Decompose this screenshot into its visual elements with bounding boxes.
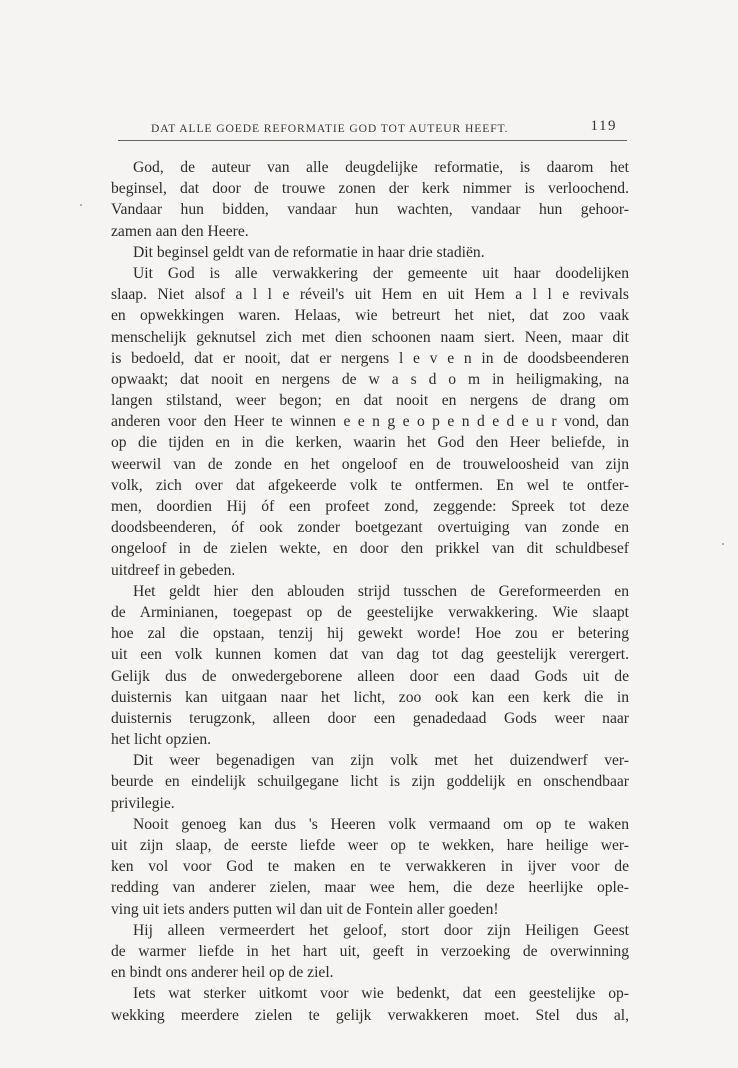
text-line: en opwekkingen waren. Helaas, wie betreurt het niet, dat zoo vaak [111, 307, 629, 325]
page-number: 119 [590, 118, 617, 134]
text-line: uit zijn slaap, de eerste liefde weer op te wekken, hare heilige wer- [111, 837, 629, 854]
paper-speck [722, 543, 724, 545]
text-line: men, doordien Hij óf een profeet zond, zeggende: Spreek tot deze [111, 498, 629, 515]
text-line: uitdreef in gebeden. [111, 561, 236, 579]
text-line: is bedoeld, dat er nooit, dat er nergens l e v e n in de doodsbeenderen [111, 349, 629, 367]
text-line: en bindt ons anderer heil op de ziel. [111, 964, 334, 982]
text-line: redding van anderer zielen, maar wee hem, die deze heerlijke ople- [111, 879, 629, 897]
body-text [111, 157, 629, 1026]
text-line: ongeloof in de zielen wekte, en door den prikkel van dit schuldbesef [111, 540, 629, 558]
text-line: ken vol voor God te maken en te verwakkeren in ijver voor de [111, 858, 629, 876]
text-line: God, de auteur van alle deugdelijke reformatie, is daarom het [133, 159, 629, 176]
text-line: beginsel, dat door de trouwe zonen der kerk nimmer is verloochend. [111, 180, 629, 198]
paper-speck [80, 204, 82, 206]
text-line: duisternis terugzonk, alleen door een genadedaad Gods weer naar [111, 709, 629, 727]
text-line: ving uit iets anders putten wil dan uit de Fontein aller goeden! [111, 900, 499, 918]
text-line: wekking meerdere zielen te gelijk verwakkeren moet. Stel dus al, [111, 1006, 629, 1024]
text-line: hoe zal die opstaan, tenzij hij gewekt worde! Hoe zou er betering [111, 625, 629, 643]
text-line: menschelijk geknutsel zich met dien schoonen naam siert. Neen, maar dit [111, 328, 629, 346]
text-line: weerwil van de zonde en het ongeloof en de trouweloosheid van zijn [111, 455, 629, 473]
text-line: zamen aan den Heere. [111, 222, 249, 240]
text-line: de warmer liefde in het hart uit, geeft in verzoeking de overwinning [111, 942, 629, 960]
text-line: uit een volk kunnen komen dat van dag tot dag geestelijk verergert. [111, 646, 629, 664]
text-line: Hij alleen vermeerdert het geloof, stort door zijn Heiligen Geest [133, 921, 629, 939]
text-line: Nooit genoeg kan dus 's Heeren volk vermaand om op te waken [133, 815, 629, 833]
text-line: Dit beginsel geldt van de reformatie in haar drie stadiën. [133, 243, 485, 261]
header-title: DAT ALLE GOEDE REFORMATIE GOD TOT AUTEUR HEEFT. [151, 122, 509, 135]
text-line: slaap. Niet alsof a l l e réveil's uit Hem en uit Hem a l l e revivals [111, 286, 629, 304]
text-line: duisternis kan uitgaan naar het licht, zoo ook kan een kerk die in [111, 688, 629, 706]
text-line: volk, zich over dat afgekeerde volk te ontfermen. En wel te ontfer- [111, 476, 629, 494]
text-line: langen stilstand, weer begon; en dat nooit en nergens de drang om [111, 392, 629, 410]
text-line: Gelijk dus de onwedergeborene alleen door een daad Gods uit de [111, 667, 629, 685]
text-line: Dit weer begenadigen van zijn volk met het duizendwerf ver- [133, 752, 629, 770]
text-line: beurde en eindelijk schuilgegane licht is zijn goddelijk en onschendbaar [111, 773, 629, 791]
running-header [118, 118, 627, 141]
text-line: op die tijden en in die kerken, waarin het God den Heer beliefde, in [111, 434, 629, 452]
text-line: anderen voor den Heer te winnen e e n g e o p e n d e d e u r vond, dan [111, 413, 629, 431]
text-line: doodsbeenderen, óf ook zonder boetgezant overtuiging van zonde en [111, 519, 629, 537]
text-line: privilegie. [111, 794, 175, 812]
text-line: Vandaar hun bidden, vandaar hun wachten, vandaar hun gehoor- [111, 201, 629, 219]
text-line: opwaakt; dat nooit en nergens de w a s d o m in heiligmaking, na [111, 370, 629, 388]
text-line: Uit God is alle verwakkering der gemeente uit haar doodelijken [133, 264, 629, 282]
text-line: Iets wat sterker uitkomt voor wie bedenkt, dat een geestelijke op- [133, 985, 629, 1003]
text-line: het licht opzien. [111, 731, 212, 749]
text-line: Het geldt hier den ablouden strijd tusschen de Gereformeerden en [133, 582, 629, 600]
text-line: de Arminianen, toegepast op de geestelijke verwakkering. Wie slaapt [111, 603, 629, 621]
